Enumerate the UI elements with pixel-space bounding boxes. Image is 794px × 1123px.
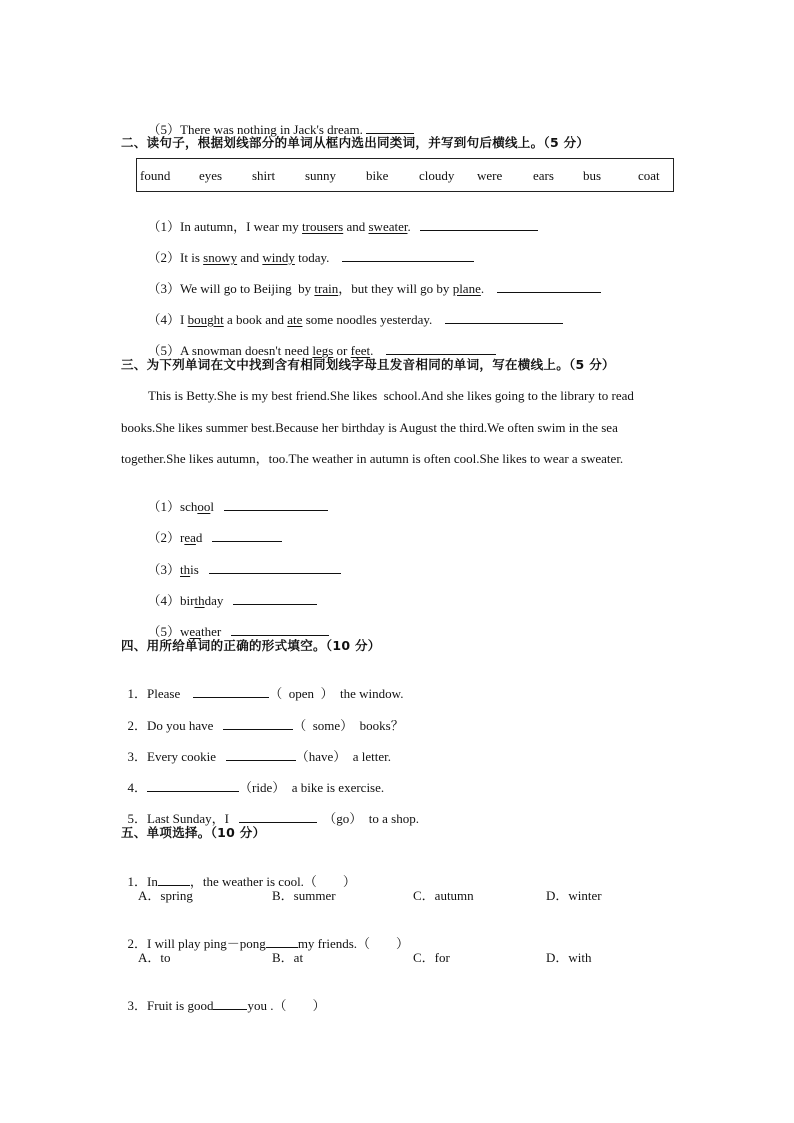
answer-blank[interactable] xyxy=(193,685,269,698)
item-text: a bike is exercise. xyxy=(291,780,385,795)
answer-blank[interactable] xyxy=(366,121,414,134)
answer-blank[interactable] xyxy=(231,623,329,636)
word-box-word: found xyxy=(140,168,171,183)
item-text: some noodles yesterday. xyxy=(302,312,433,327)
passage-line-2: books.She likes summer best.Because her birthday is August the third.We often swim in the sea xyxy=(121,420,618,435)
item-num: 1． xyxy=(127,686,148,701)
item-text: and xyxy=(343,219,369,234)
sec2-item-1 xyxy=(141,202,538,235)
item-text: Do you have xyxy=(147,718,214,733)
section-2-title: 二、读句子，根据划线部分的单词从框内选出同类词，并写到句后横线上。（5 分） xyxy=(121,135,590,150)
item-num: 4． xyxy=(127,780,148,795)
item-text: to a shop. xyxy=(368,811,419,826)
underlined-word: sweater xyxy=(368,219,408,234)
item-num: （5） xyxy=(147,343,181,358)
question-text: you .（ ） xyxy=(247,998,326,1013)
mc-option: A．to xyxy=(138,950,171,965)
mc-option: C．autumn xyxy=(413,888,474,903)
sec3-item-4 xyxy=(141,576,317,609)
item-num: （3） xyxy=(147,281,181,296)
item-text: day xyxy=(204,593,224,608)
word-box-word: eyes xyxy=(199,168,223,183)
item-text: w xyxy=(180,624,190,639)
word-box-word: were xyxy=(477,168,503,183)
item-text: is xyxy=(190,562,199,577)
underlined-word: ate xyxy=(287,312,303,327)
word-hint: （ open ） xyxy=(269,686,334,701)
answer-blank[interactable] xyxy=(386,342,496,355)
word-box-word: shirt xyxy=(252,168,276,183)
section-5-title: 五、单项选择。（10 分） xyxy=(121,825,266,840)
answer-blank[interactable] xyxy=(342,249,474,262)
underlined-word: train xyxy=(314,281,339,296)
item-text: or xyxy=(333,343,351,358)
answer-blank[interactable] xyxy=(445,311,563,324)
underlined-word: legs xyxy=(312,343,334,358)
section-4-title: 四、用所给单词的正确的形式填空。（10 分） xyxy=(121,638,381,653)
item-text: d xyxy=(195,530,203,545)
sec3-item-1 xyxy=(141,482,328,515)
word-box-word: cloudy xyxy=(419,168,455,183)
sec3-item-5 xyxy=(141,607,329,640)
question-text: I will play ping－pong xyxy=(147,936,266,951)
mc-option: B．at xyxy=(272,950,304,965)
item-text: ther xyxy=(200,624,222,639)
word-box-word: ears xyxy=(533,168,554,183)
mc-option: C．for xyxy=(413,950,450,965)
sec4-item-3 xyxy=(121,732,391,765)
item-num: （5） xyxy=(147,624,181,639)
mc-option: D．winter xyxy=(546,888,602,903)
answer-blank[interactable] xyxy=(213,997,247,1010)
underlined-letters: ea xyxy=(189,624,201,639)
item-text: ，but they will go by xyxy=(338,281,453,296)
answer-blank[interactable] xyxy=(239,810,317,823)
item-num: （3） xyxy=(147,562,181,577)
word-box-word: bike xyxy=(366,168,389,183)
word-box-word: bus xyxy=(583,168,602,183)
q1-item-5-text: There was nothing in Jack's dream. xyxy=(180,122,363,137)
answer-blank[interactable] xyxy=(226,748,296,761)
mc-option: A．spring xyxy=(138,888,193,903)
mc-question-2 xyxy=(121,919,409,952)
question-text: In xyxy=(147,874,158,889)
item-num: 2． xyxy=(127,718,148,733)
item-text: today. xyxy=(294,250,330,265)
item-text: A snowman doesn't need xyxy=(180,343,313,358)
item-text: a letter. xyxy=(352,749,392,764)
mc-option: B．summer xyxy=(272,888,336,903)
sec3-item-2 xyxy=(141,513,282,546)
underlined-letters: th xyxy=(194,593,205,608)
item-num: （2） xyxy=(147,250,181,265)
item-text: the window. xyxy=(340,686,404,701)
underlined-word: snowy xyxy=(203,250,238,265)
item-text: l xyxy=(210,499,214,514)
sec4-item-5 xyxy=(121,794,419,827)
item-text: Please xyxy=(147,686,181,701)
answer-blank[interactable] xyxy=(212,529,282,542)
q1-item-5 xyxy=(141,105,414,138)
underlined-word: plane xyxy=(452,281,481,296)
sec2-item-4 xyxy=(141,295,563,328)
answer-blank[interactable] xyxy=(158,873,190,886)
question-text: ，the weather is cool.（ ） xyxy=(189,874,356,889)
item-text: Every cookie xyxy=(147,749,216,764)
question-num: 2． xyxy=(127,936,148,951)
underlined-word: windy xyxy=(262,250,295,265)
item-text: We will go to Beijing by xyxy=(180,281,315,296)
mc-question-1 xyxy=(121,857,356,890)
underlined-letters: th xyxy=(180,562,191,577)
mc-question-3 xyxy=(121,981,326,1014)
item-text: . xyxy=(370,343,374,358)
item-num: （1） xyxy=(147,499,181,514)
passage-line-3: together.She likes autumn，too.The weather in autumn is often cool.She likes to wear a sweater. xyxy=(121,451,624,466)
question-num: 1． xyxy=(127,874,148,889)
mc-option: D．with xyxy=(546,950,592,965)
question-text: Fruit is good xyxy=(147,998,214,1013)
item-num: （4） xyxy=(147,312,181,327)
item-num: 5． xyxy=(127,811,148,826)
item-text: It is xyxy=(180,250,204,265)
sec4-item-1 xyxy=(121,669,403,702)
item-text: . xyxy=(407,219,411,234)
word-box xyxy=(136,158,674,192)
word-hint: （go） xyxy=(323,811,363,826)
item-text: . xyxy=(480,281,485,296)
item-num: （4） xyxy=(147,593,181,608)
section-3-title: 三、为下列单词在文中找到含有相同划线字母且发音相同的单词，写在横线上。（5 分） xyxy=(121,357,615,372)
sec2-item-2 xyxy=(141,233,474,266)
sec2-item-3 xyxy=(141,264,601,297)
item-text: I xyxy=(180,312,188,327)
underlined-letters: ea xyxy=(184,530,196,545)
item-text: a book and xyxy=(223,312,288,327)
word-box-word: coat xyxy=(638,168,660,183)
item-text: bir xyxy=(180,593,195,608)
underlined-word: trousers xyxy=(302,219,344,234)
question-num: 3． xyxy=(127,998,148,1013)
question-text: my friends.（ ） xyxy=(297,936,410,951)
sec4-item-4 xyxy=(121,763,384,796)
underlined-word: bought xyxy=(187,312,224,327)
sec3-item-3 xyxy=(141,545,341,578)
passage-line-1: This is Betty.She is my best friend.She likes school.And she likes going to the library to read xyxy=(148,388,634,403)
answer-blank[interactable] xyxy=(209,561,341,574)
word-box-word: sunny xyxy=(305,168,337,183)
underlined-word: feet xyxy=(350,343,371,358)
item-text: r xyxy=(180,530,185,545)
word-hint: （have） xyxy=(295,749,347,764)
item-text: sch xyxy=(180,499,198,514)
word-hint: （ some） xyxy=(293,718,354,733)
item-text: In autumn，I wear my xyxy=(180,219,303,234)
underlined-letters: oo xyxy=(197,499,211,514)
word-hint: （ride） xyxy=(239,780,286,795)
answer-blank[interactable] xyxy=(420,218,538,231)
answer-blank[interactable] xyxy=(224,498,328,511)
item-num: 3． xyxy=(127,749,148,764)
item-num: （1） xyxy=(147,219,181,234)
answer-blank[interactable] xyxy=(147,779,239,792)
answer-blank[interactable] xyxy=(497,280,601,293)
item-text: Last Sunday，I xyxy=(147,811,229,826)
item-text: and xyxy=(237,250,263,265)
q1-item-5-num: （5） xyxy=(147,122,181,137)
answer-blank[interactable] xyxy=(266,935,298,948)
sec4-item-2 xyxy=(121,701,404,734)
answer-blank[interactable] xyxy=(233,592,317,605)
answer-blank[interactable] xyxy=(223,717,293,730)
item-text: books？ xyxy=(359,718,404,733)
item-num: （2） xyxy=(147,530,181,545)
sec2-item-5 xyxy=(141,326,496,359)
